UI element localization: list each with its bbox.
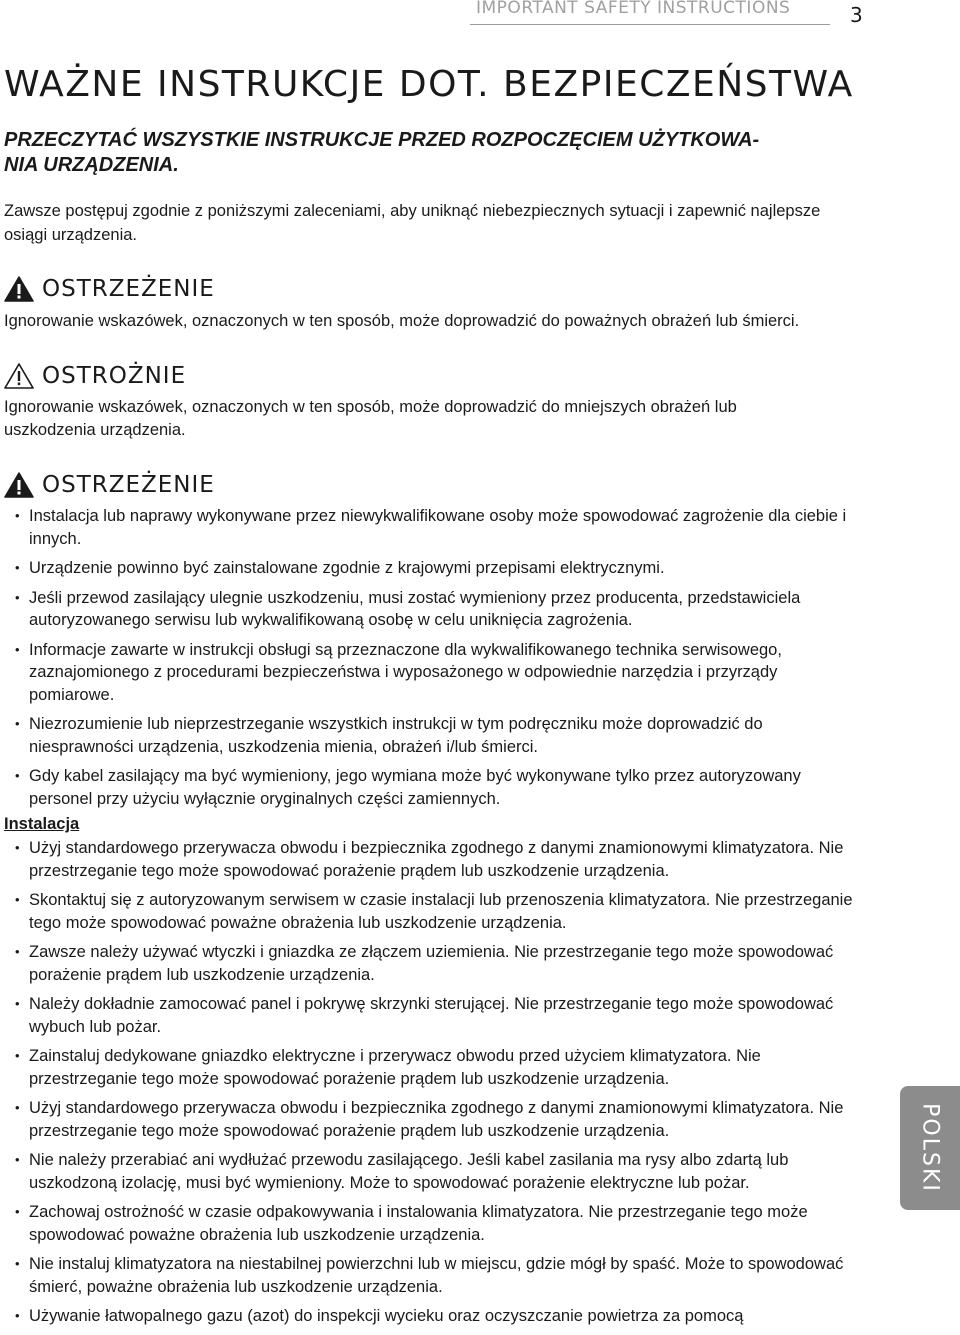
subtitle xyxy=(4,128,844,178)
intro-paragraph: Zawsze postępuj zgodnie z poniższymi zaleceniami, aby uniknąć niebezpiecznych sytuacji i zapewnić najlepsze osiągi urządzenia. xyxy=(4,202,821,244)
list-item: • Niezrozumienie lub nieprzestrzeganie wszystkich instrukcji w tym podręczniku może doprowadzić do niesprawności urządzenia, uszkodzenia mienia, obrażeń i/lub śmierci. xyxy=(0,713,860,758)
subtitle-line-2: NIA URZĄDZENIA. xyxy=(4,154,179,176)
installation-list xyxy=(0,837,860,1335)
list-item: • Informacje zawarte w instrukcji obsługi są przeznaczone dla wykwalifikowanego technika serwisowego, zaznajomionego z procedurami bezpieczeństwa i wyposażonego w odpowiednie narzędzia i przyrządy pomiarowe. xyxy=(0,639,860,707)
list-item: • Jeśli przewod zasilający ulegnie uszkodzeniu, musi zostać wymieniony przez producenta, przedstawiciela autoryzowanego serwisu lub wykwalifikowaną osobę w celu uniknięcia zagrożenia. xyxy=(0,587,860,632)
running-header: IMPORTANT SAFETY INSTRUCTIONS xyxy=(476,0,791,18)
warning-definition-heading xyxy=(4,274,215,304)
list-item: • Zachowaj ostrożność w czasie odpakowywania i instalowania klimatyzatora. Nie przestrzeganie tego może spowodować poważne obrażenia lub uszkodzenie urządzenia. xyxy=(0,1201,860,1246)
list-item: • Nie należy przerabiać ani wydłużać przewodu zasilającego. Jeśli kabel zasilania ma rysy albo zdartą lub uszkodzoną izolację, musi być wymieniony. Może to spowodować porażenie elektryczne lub pożar. xyxy=(0,1149,860,1194)
page-number: 3 xyxy=(850,3,863,27)
list-item: • Użyj standardowego przerywacza obwodu i bezpiecznika zgodnego z danymi znamionowymi klimatyzatora. Nie przestrzeganie tego może spowodować porażenie prądem lub uszkodzenie urządzenia. xyxy=(0,837,860,882)
list-item: • Zawsze należy używać wtyczki i gniazdka ze złączem uziemienia. Nie przestrzeganie tego może spowodować porażenie prądem lub uszkodzenie urządzenia. xyxy=(0,941,860,986)
list-item: • Zainstaluj dedykowane gniazdko elektryczne i przerywacz obwodu przed użyciem klimatyzatora. Nie przestrzeganie tego może spowodować porażenie prądem lub uszkodzenie urządzenia. xyxy=(0,1045,860,1090)
list-item: • Używanie łatwopalnego gazu (azot) do inspekcji wycieku oraz oczyszczanie powietrza za pomocą xyxy=(0,1305,860,1328)
installation-heading: Instalacja xyxy=(4,815,80,833)
list-item: • Użyj standardowego przerywacza obwodu i bezpiecznika zgodnego z danymi znamionowymi klimatyzatora. Nie przestrzeganie tego może spowodować porażenie prądem lub uszkodzenie urządzenia. xyxy=(0,1097,860,1142)
warning-definition-text: Ignorowanie wskazówek, oznaczonych w ten sposób, może doprowadzić do poważnych obrażeń lub śmierci. xyxy=(4,312,800,330)
language-tab-label: POLSKI xyxy=(917,1103,943,1193)
caution-outline-icon xyxy=(4,362,34,390)
warning-section-label: OSTRZEŻENIE xyxy=(42,472,215,498)
list-item: • Nie instaluj klimatyzatora na niestabilnej powierzchni lub w miejscu, gdzie mógł by spaść. Może to spowodować śmierć, poważne obrażenia lub uszkodzenie urządzenia. xyxy=(0,1253,860,1298)
language-tab xyxy=(900,1086,960,1210)
warning-filled-icon xyxy=(4,471,34,499)
caution-label: OSTROŻNIE xyxy=(42,363,187,389)
warning-label: OSTRZEŻENIE xyxy=(42,276,215,302)
list-item: • Urządzenie powinno być zainstalowane zgodnie z krajowymi przepisami elektrycznymi. xyxy=(0,557,860,580)
list-item: • Należy dokładnie zamocować panel i pokrywę skrzynki sterującej. Nie przestrzeganie tego może spowodować wybuch lub pożar. xyxy=(0,993,860,1038)
list-item: • Gdy kabel zasilający ma być wymieniony, jego wymiana może być wykonywane tylko przez autoryzowany personel przy użyciu wyłącznie oryginalnych części zamiennych. xyxy=(0,765,860,810)
warning-filled-icon xyxy=(4,275,34,303)
subtitle-line-1: PRZECZYTAĆ WSZYSTKIE INSTRUKCJE PRZED ROZPOCZĘCIEM UŻYTKOWA- xyxy=(4,129,760,151)
caution-definition-text: Ignorowanie wskazówek, oznaczonych w ten sposób, może doprowadzić do mniejszych obrażeń lub uszkodzenia urządzenia. xyxy=(4,398,737,439)
list-item: • Instalacja lub naprawy wykonywane przez niewykwalifikowane osoby może spowodować zagrożenie dla ciebie i innych. xyxy=(0,505,860,550)
caution-definition-heading xyxy=(4,361,186,391)
page-title: WAŻNE INSTRUKCJE DOT. BEZPIECZEŃSTWA xyxy=(4,64,854,105)
warning-section-heading xyxy=(4,470,215,500)
warning-list xyxy=(0,505,860,817)
list-item: • Skontaktuj się z autoryzowanym serwisem w czasie instalacji lub przenoszenia klimatyzatora. Nie przestrzeganie tego może spowodować poważne obrażenia lub uszkodzenie urządzenia. xyxy=(0,889,860,934)
